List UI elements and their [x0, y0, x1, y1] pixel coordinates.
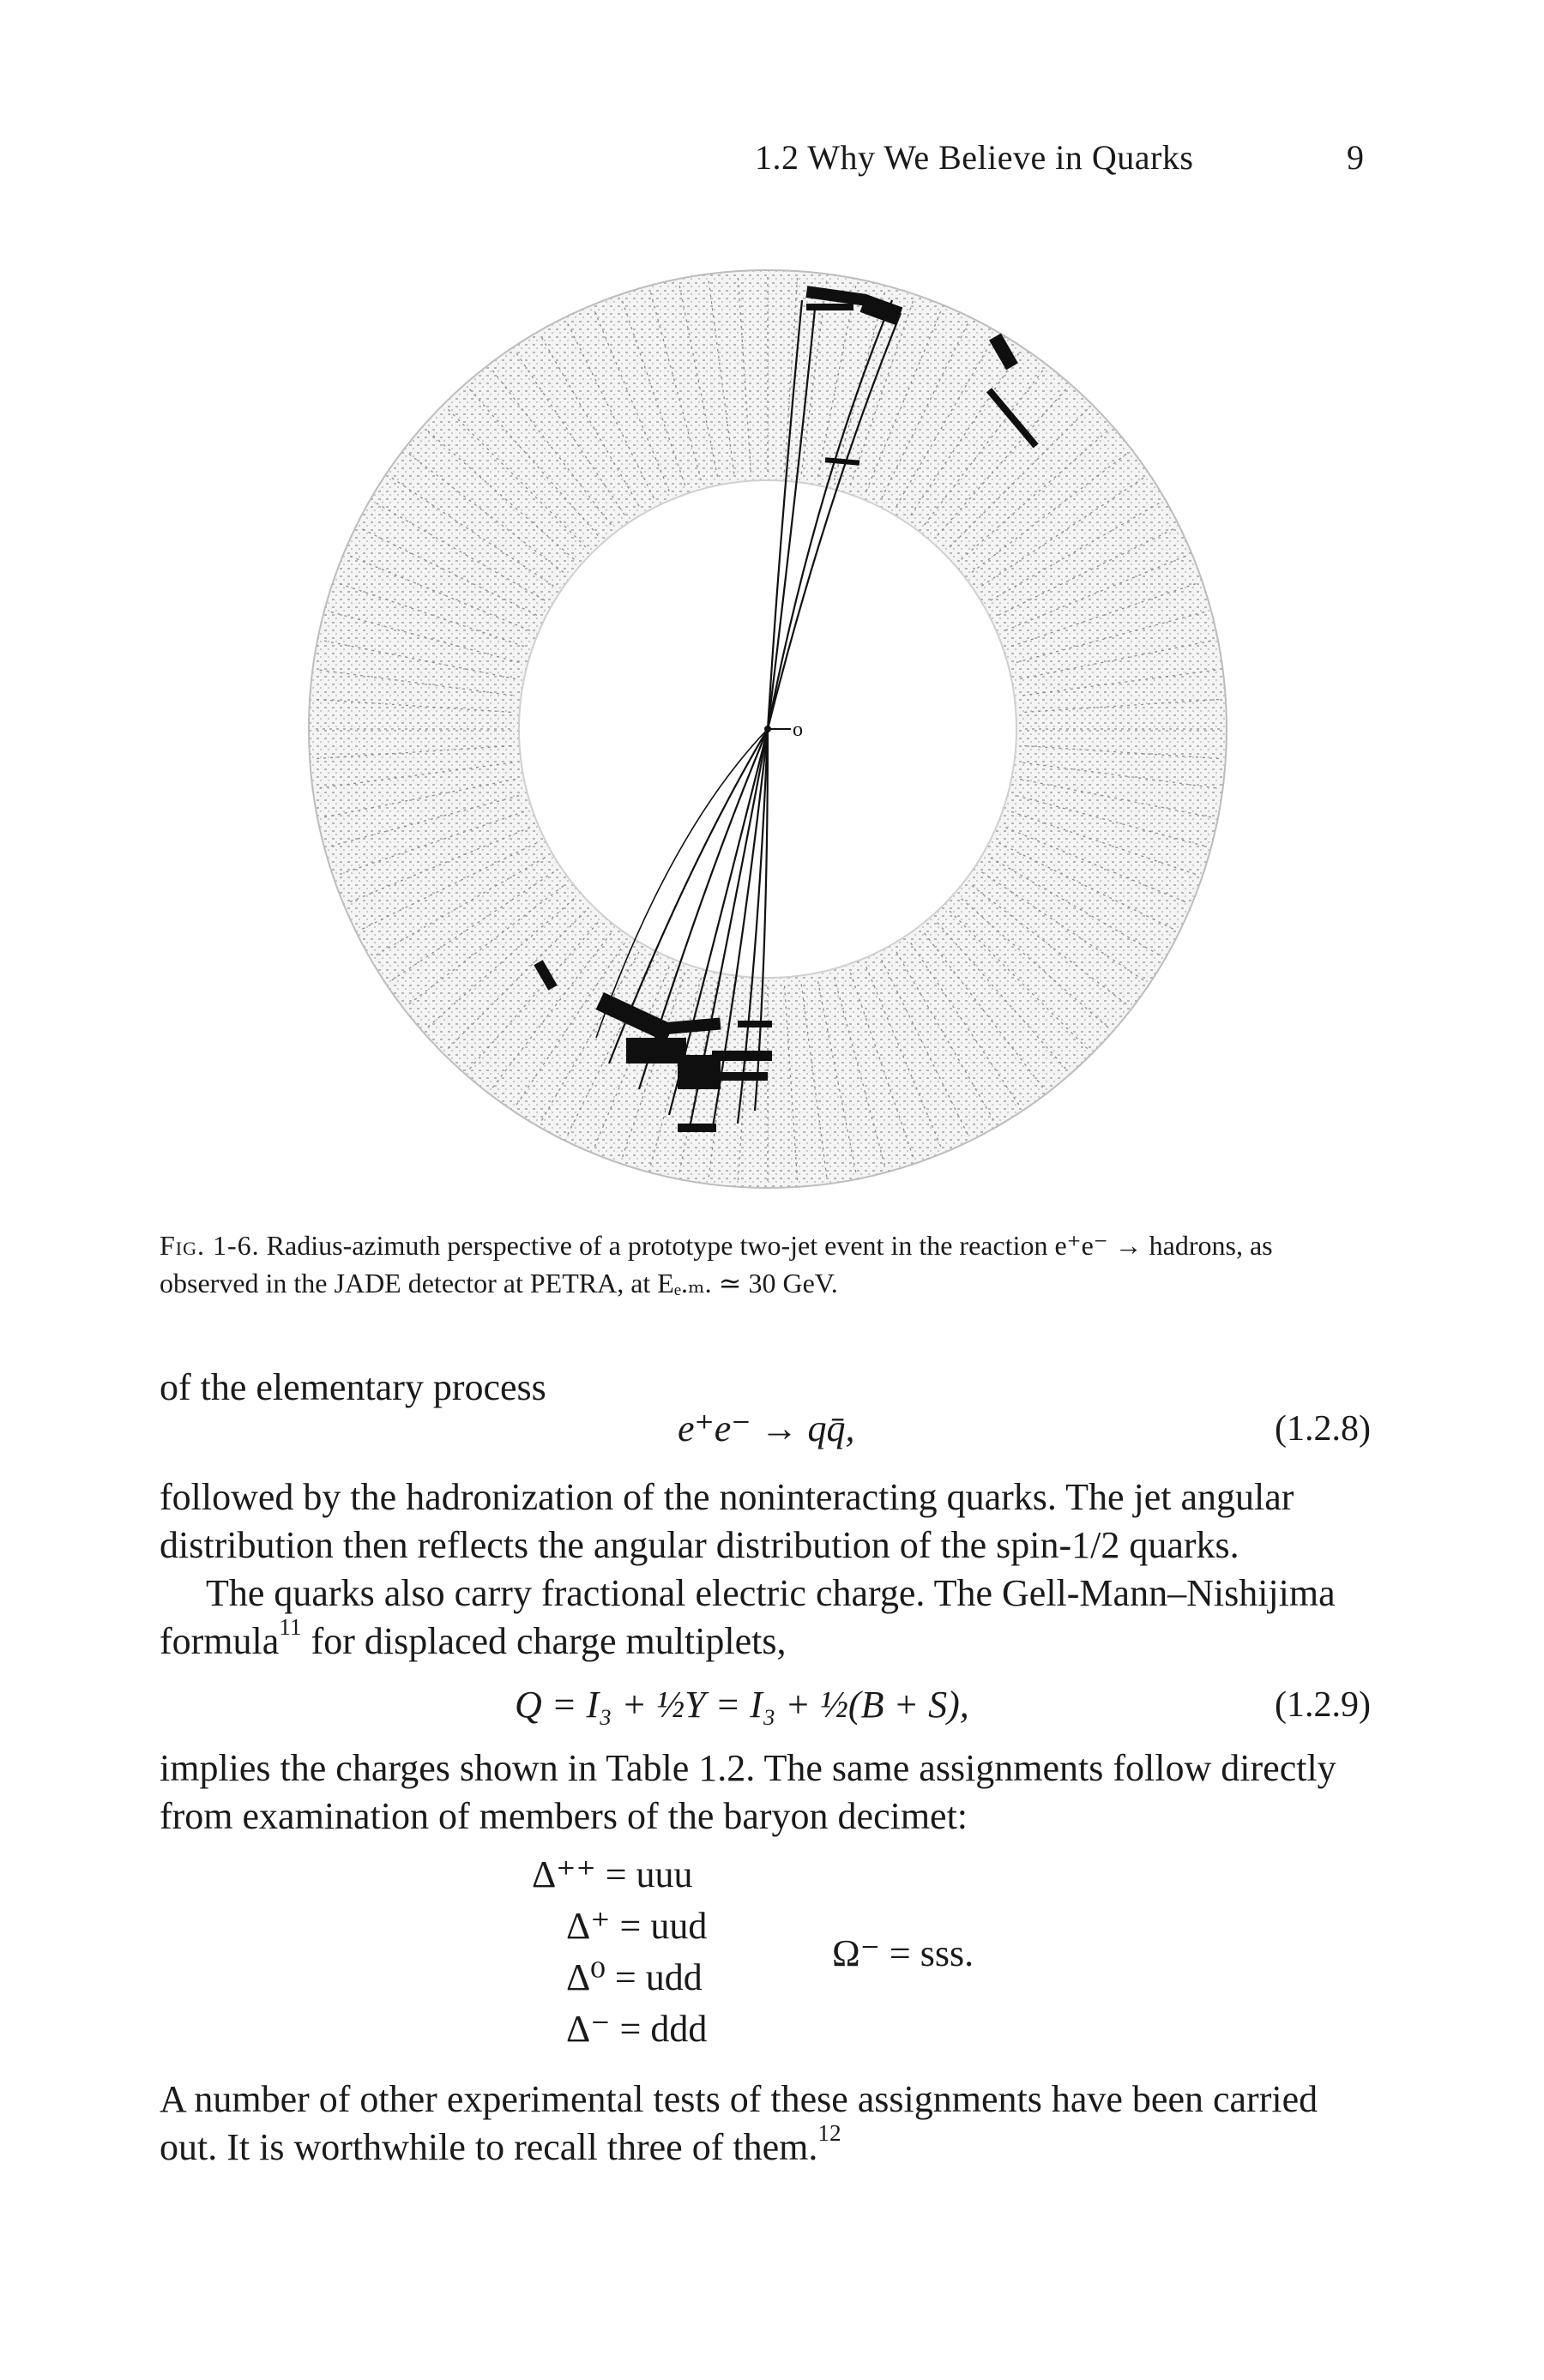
paragraph-2-line-1: The quarks also carry fractional electric charge. The Gell-Mann–Nishijima [206, 1572, 1336, 1614]
figure-caption-label: Fig. 1-6. [160, 1230, 260, 1261]
vertex-marker-label: o [793, 719, 803, 741]
running-header-title: 1.2 Why We Believe in Quarks [755, 138, 1194, 177]
paragraph-2-line-2 [160, 1614, 1378, 1666]
equation-1-2-9 [515, 1683, 969, 1726]
page-number: 9 [1347, 138, 1364, 177]
figure-caption [160, 1226, 1378, 1302]
equation-1-2-9-expression: Q = I₃ + ½Y = I₃ + ½(B + S), [515, 1684, 969, 1726]
jade-event-display-figure [300, 266, 1235, 1192]
paragraph-1-line-1: followed by the hadronization of the noninteracting quarks. The jet angular [160, 1476, 1294, 1518]
figure-caption-text: Radius-azimuth perspective of a prototype two-jet event in the reaction e⁺e⁻ → hadrons, as observed in the JADE detector at PETRA, at Eₑ.ₘ. ≃ 30 GeV. [160, 1230, 1273, 1298]
paragraph-2-text-a: formula [160, 1620, 280, 1662]
equation-1-2-8 [678, 1407, 855, 1450]
paragraph-4-line-2 [160, 2120, 1378, 2172]
equation-1-2-8-label: (1.2.8) [1275, 1409, 1371, 1449]
paragraph-1-line-2: distribution then reflects the angular distribution of the spin-1/2 quarks. [160, 1524, 1239, 1566]
paragraph-3-line-2: from examination of members of the baryon decimet: [160, 1795, 968, 1837]
reference-11: 11 [279, 1614, 302, 1641]
equation-1-2-8-expression: e⁺e⁻ → qq̄, [678, 1407, 855, 1449]
decimet-delta-plus: Δ⁺ = uud [566, 1905, 708, 1947]
intro-line: of the elementary process [160, 1366, 546, 1408]
decimet-delta-plus-plus: Δ⁺⁺ = uuu [532, 1853, 693, 1895]
paragraph-2-text-b: for displaced charge multiplets, [301, 1620, 787, 1662]
equation-1-2-9-label: (1.2.9) [1275, 1685, 1371, 1725]
paragraph-4-text: out. It is worthwhile to recall three of them. [160, 2126, 818, 2168]
paragraph-3-line-1: implies the charges shown in Table 1.2. The same assignments follow directly [160, 1747, 1336, 1789]
decimet-delta-minus: Δ⁻ = ddd [566, 2008, 708, 2050]
paragraph-4-line-1: A number of other experimental tests of these assignments have been carried [160, 2078, 1318, 2120]
decimet-omega-minus: Ω⁻ = sss. [832, 1932, 974, 1974]
decimet-delta-zero: Δ⁰ = udd [566, 1956, 703, 1998]
reference-12: 12 [817, 2120, 841, 2147]
